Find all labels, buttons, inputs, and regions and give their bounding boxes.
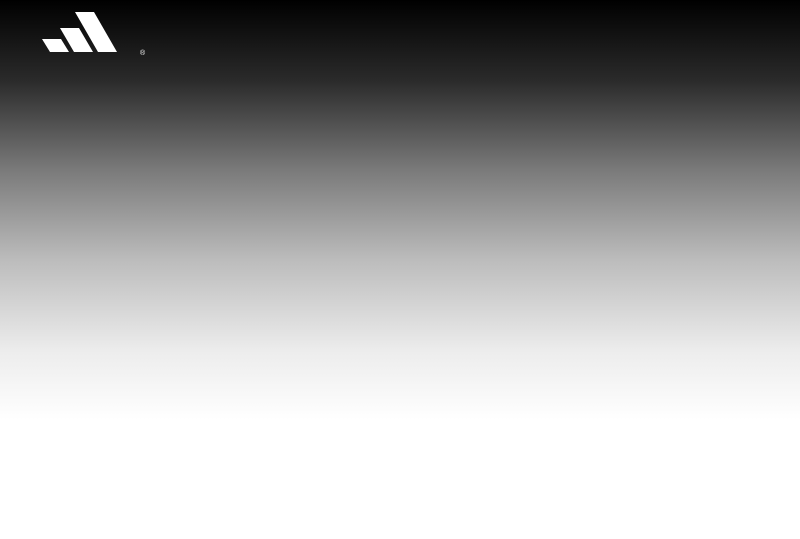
registered-mark: ®: [140, 50, 146, 57]
three-stripes-icon: [36, 8, 148, 52]
adidas-logo: [36, 8, 148, 78]
